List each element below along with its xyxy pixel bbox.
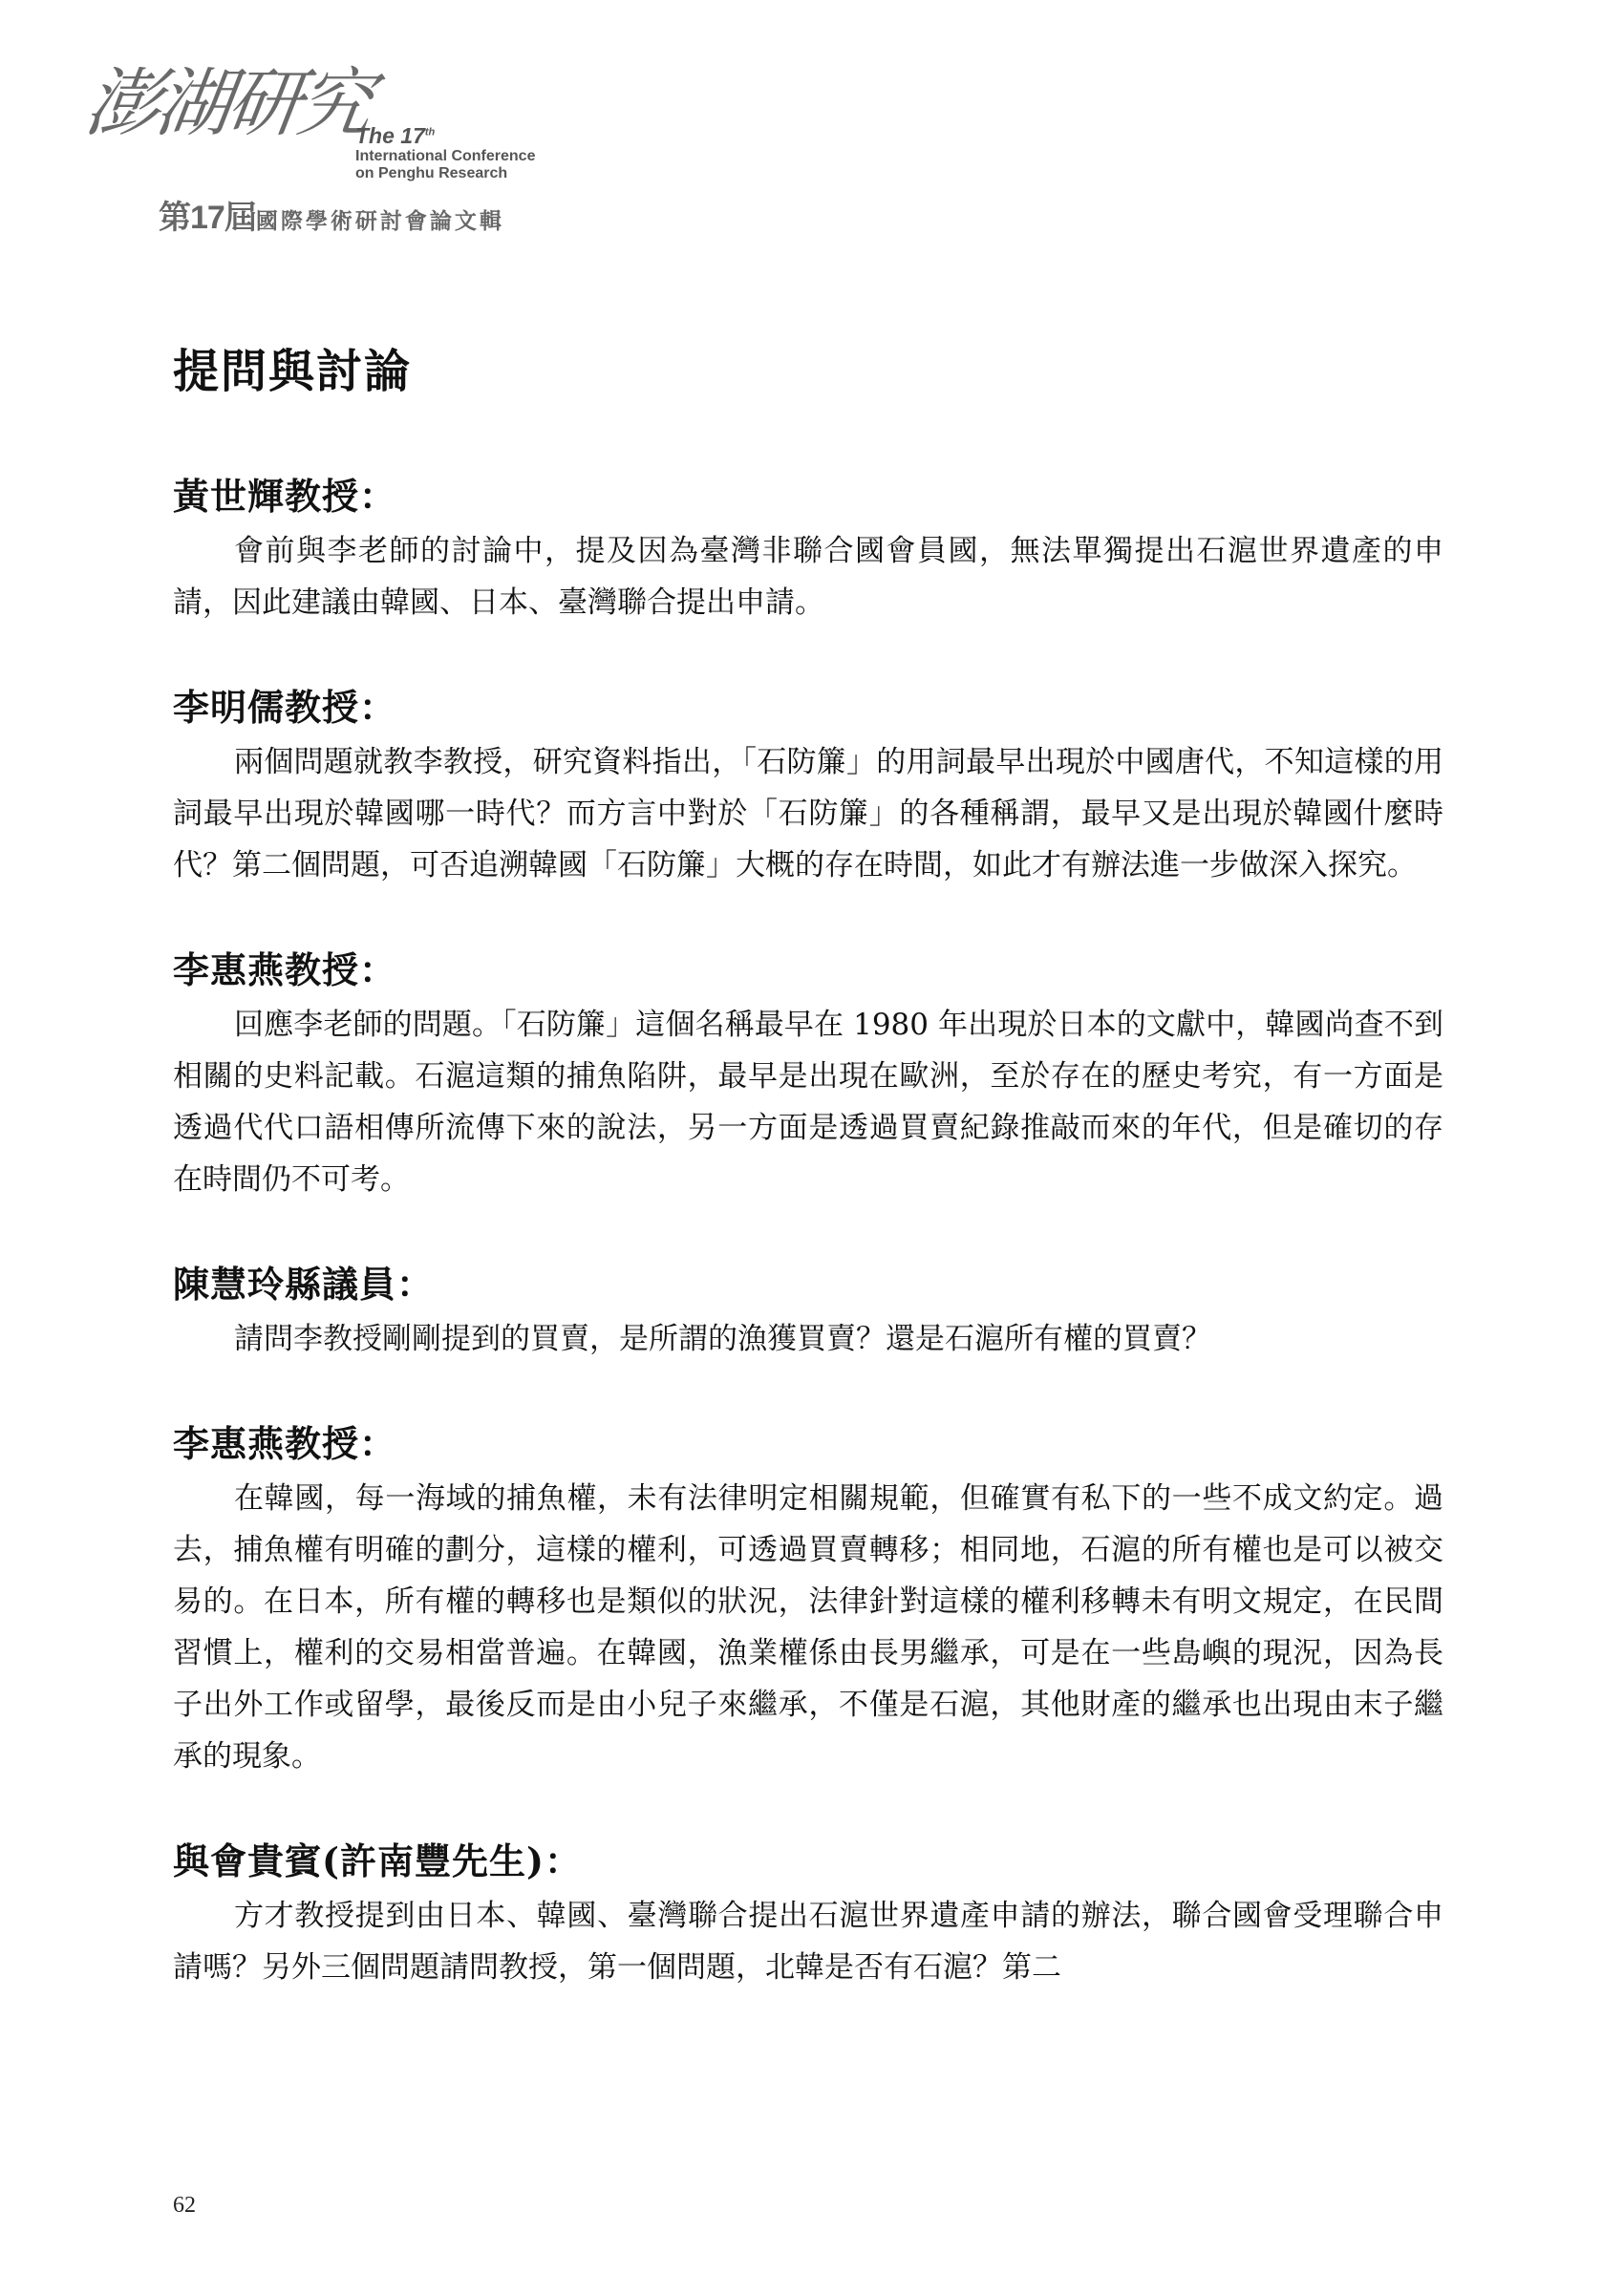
speaker-name: 黃世輝教授：	[173, 475, 397, 518]
logo-subtitle	[159, 191, 504, 238]
speaker-remark: 請問李教授剛剛提到的買賣，是所謂的漁獲買賣？還是石滬所有權的買賣？	[234, 1322, 1211, 1356]
speaker-remark: 回應李老師的問題。「石防簾」這個名稱最早在 1980 年出現於日本的文獻中，韓國尚查不到相關的史料記載。石滬這類的捕魚陷阱，最早是出現在歐洲，至於存在的歷史考究，有一方面是透過代代口語相傳所流傳下來的說法，另一方面是透過買賣紀錄推敲而來的年代，但是確切的存在時間仍不可考。	[173, 1008, 1443, 1197]
logo-collection-name: 國際學術研討會論文輯	[255, 208, 504, 233]
conference-header-logo	[79, 61, 619, 239]
speaker-name: 陳慧玲縣議員：	[173, 1263, 435, 1306]
logo-english-text	[355, 124, 535, 181]
logo-en-line3: on Penghu Research	[355, 164, 508, 181]
speaker-remark: 會前與李老師的討論中，提及因為臺灣非聯合國會員國，無法單獨提出石滬世界遺產的申請，因此建議由韓國、日本、臺灣聯合提出申請。	[173, 534, 1443, 620]
speaker-remark: 在韓國，每一海域的捕魚權，未有法律明定相關規範，但確實有私下的一些不成文約定。過去，捕魚權有明確的劃分，這樣的權利，可透過買賣轉移；相同地，石滬的所有權也是可以被交易的。在日本，所有權的轉移也是類似的狀況，法律針對這樣的權利移轉未有明文規定，在民間習慣上，權利的交易相當普遍。在韓國，漁業權係由長男繼承，可是在一些島嶼的現況，因為長子出外工作或留學，最後反而是由小兒子來繼承，不僅是石滬，其他財產的繼承也出現由末子繼承的現象。	[173, 1481, 1443, 1774]
discussion-section	[173, 1255, 1443, 1365]
discussion-section	[173, 1832, 1443, 1993]
logo-edition: 第17屆	[159, 200, 256, 236]
speaker-name: 李惠燕教授：	[173, 948, 397, 991]
main-content	[173, 334, 1443, 2043]
logo-en-line2: International Conference	[355, 148, 536, 165]
speaker-remark: 兩個問題就教李教授，研究資料指出，「石防簾」的用詞最早出現於中國唐代，不知這樣的用詞最早出現於韓國哪一時代？而方言中對於「石防簾」的各種稱謂，最早又是出現於韓國什麼時代？第二個問題，可否追溯韓國「石防簾」大概的存在時間，如此才有辦法進一步做深入探究。	[173, 745, 1443, 882]
page-number: 62	[173, 2193, 196, 2218]
logo-en-line1: The 17th	[355, 123, 436, 148]
discussion-section	[173, 467, 1443, 628]
speaker-name: 李明儒教授：	[173, 686, 397, 729]
speaker-name: 李惠燕教授：	[173, 1422, 397, 1465]
speaker-remark: 方才教授提到由日本、韓國、臺灣聯合提出石滬世界遺產申請的辦法，聯合國會受理聯合申請嗎？另外三個問題請問教授，第一個問題，北韓是否有石滬？第二	[173, 1899, 1443, 1985]
discussion-section	[173, 941, 1443, 1205]
page-title: 提問與討論	[173, 345, 413, 398]
discussion-section	[173, 678, 1443, 891]
discussion-section	[173, 1414, 1443, 1782]
speaker-name: 與會貴賓(許南豐先生)：	[173, 1839, 582, 1882]
logo-title: 澎湖研究	[79, 61, 375, 147]
